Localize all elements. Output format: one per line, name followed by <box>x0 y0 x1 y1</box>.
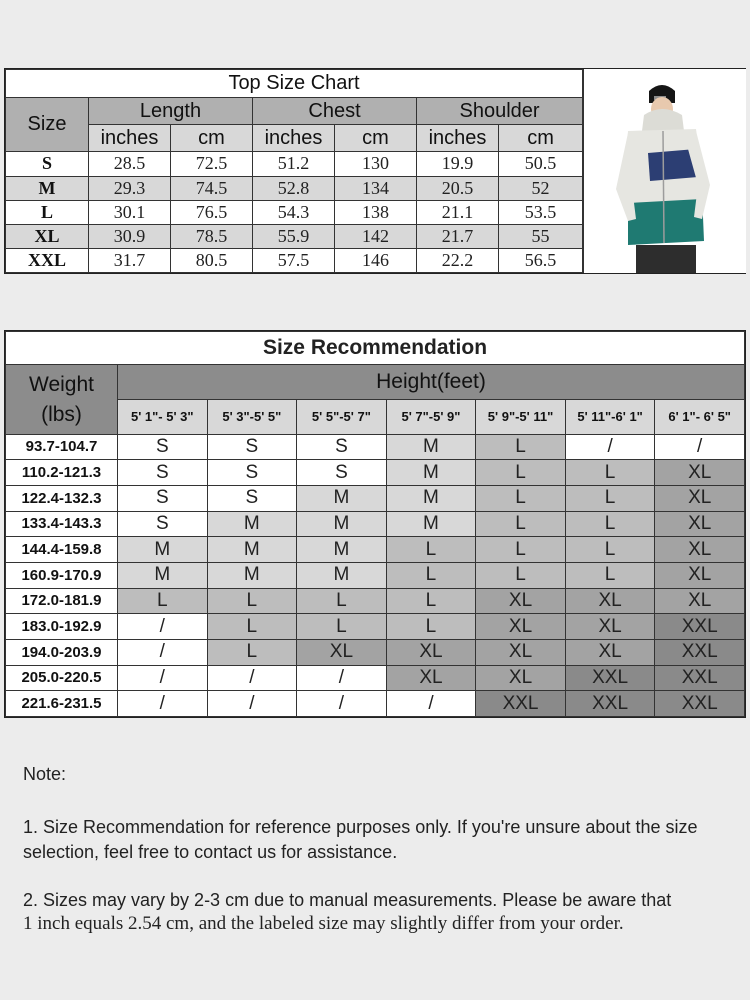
recommended-size-cell: XL <box>655 537 745 563</box>
recommended-size-cell: / <box>297 691 387 717</box>
recommended-size-cell: / <box>118 614 208 640</box>
measurement-cell: 138 <box>335 200 417 224</box>
recommended-size-cell: M <box>297 562 387 588</box>
recommended-size-cell: XL <box>476 614 566 640</box>
measurement-cell: 52 <box>499 176 583 200</box>
measurement-cell: 55 <box>499 224 583 248</box>
recommended-size-cell: L <box>476 537 566 563</box>
recommended-size-cell: M <box>207 562 297 588</box>
recommended-size-cell: L <box>386 614 476 640</box>
recommended-size-cell: L <box>565 460 655 486</box>
weight-row <box>6 460 745 486</box>
recommended-size-cell: L <box>476 460 566 486</box>
weight-range-label: 133.4-143.3 <box>6 511 118 537</box>
size-row <box>6 224 583 248</box>
recommendation-title: Size Recommendation <box>6 332 745 365</box>
height-range-header: 5' 1"- 5' 3" <box>118 400 208 435</box>
weight-row <box>6 665 745 691</box>
weight-range-label: 205.0-220.5 <box>6 665 118 691</box>
unit-header: inches <box>417 125 499 152</box>
shoulder-header: Shoulder <box>417 98 583 125</box>
weight-row <box>6 485 745 511</box>
size-label: XL <box>6 224 89 248</box>
recommended-size-cell: / <box>297 665 387 691</box>
measurement-cell: 52.8 <box>253 176 335 200</box>
recommended-size-cell: XL <box>386 665 476 691</box>
recommended-size-cell: XL <box>386 639 476 665</box>
measurement-cell: 50.5 <box>499 152 583 176</box>
recommended-size-cell: S <box>207 485 297 511</box>
weight-range-label: 221.6-231.5 <box>6 691 118 717</box>
measurement-cell: 19.9 <box>417 152 499 176</box>
unit-header: cm <box>499 125 583 152</box>
recommended-size-cell: L <box>386 537 476 563</box>
unit-header: inches <box>253 125 335 152</box>
size-row <box>6 152 583 176</box>
recommended-size-cell: XL <box>297 639 387 665</box>
height-range-header: 6' 1"- 6' 5" <box>655 400 745 435</box>
recommended-size-cell: L <box>476 434 566 460</box>
top-chart-title: Top Size Chart <box>6 70 583 98</box>
recommended-size-cell: XXL <box>565 665 655 691</box>
recommended-size-cell: / <box>207 691 297 717</box>
recommended-size-cell: XL <box>565 614 655 640</box>
recommended-size-cell: XL <box>565 639 655 665</box>
weight-range-label: 122.4-132.3 <box>6 485 118 511</box>
recommended-size-cell: XL <box>476 665 566 691</box>
measurement-cell: 142 <box>335 224 417 248</box>
notes-section <box>23 764 743 955</box>
weight-header <box>6 365 118 434</box>
recommended-size-cell: / <box>118 665 208 691</box>
measurement-cell: 56.5 <box>499 248 583 272</box>
recommended-size-cell: S <box>118 485 208 511</box>
recommended-size-cell: S <box>207 434 297 460</box>
height-range-header: 5' 7"-5' 9" <box>386 400 476 435</box>
measurement-cell: 53.5 <box>499 200 583 224</box>
weight-row <box>6 691 745 717</box>
recommended-size-cell: L <box>565 537 655 563</box>
weight-range-label: 93.7-104.7 <box>6 434 118 460</box>
recommended-size-cell: XL <box>565 588 655 614</box>
measurement-cell: 54.3 <box>253 200 335 224</box>
unit-header: cm <box>335 125 417 152</box>
model-photo <box>583 69 746 273</box>
weight-row <box>6 434 745 460</box>
measurement-cell: 22.2 <box>417 248 499 272</box>
measurement-cell: 134 <box>335 176 417 200</box>
recommended-size-cell: L <box>386 562 476 588</box>
recommended-size-cell: M <box>207 537 297 563</box>
measurement-cell: 80.5 <box>171 248 253 272</box>
recommended-size-cell: M <box>297 485 387 511</box>
recommended-size-cell: XL <box>655 460 745 486</box>
weight-row <box>6 537 745 563</box>
note-2 <box>23 888 743 935</box>
height-range-header: 5' 11"-6' 1" <box>565 400 655 435</box>
recommended-size-cell: L <box>565 485 655 511</box>
recommended-size-cell: M <box>118 537 208 563</box>
weight-range-label: 194.0-203.9 <box>6 639 118 665</box>
recommended-size-cell: L <box>207 614 297 640</box>
size-row <box>6 248 583 272</box>
recommended-size-cell: L <box>118 588 208 614</box>
measurement-cell: 30.1 <box>89 200 171 224</box>
chest-header: Chest <box>253 98 417 125</box>
recommended-size-cell: L <box>565 511 655 537</box>
recommended-size-cell: L <box>476 511 566 537</box>
height-header: Height(feet) <box>118 365 745 400</box>
size-recommendation-table <box>5 331 745 717</box>
recommended-size-cell: S <box>118 460 208 486</box>
recommended-size-cell: M <box>118 562 208 588</box>
measurement-cell: 55.9 <box>253 224 335 248</box>
recommended-size-cell: L <box>207 639 297 665</box>
measurement-cell: 57.5 <box>253 248 335 272</box>
size-header: Size <box>6 98 89 152</box>
weight-header-unit: (lbs) <box>41 402 82 426</box>
length-header: Length <box>89 98 253 125</box>
size-row <box>6 176 583 200</box>
weight-row <box>6 639 745 665</box>
recommended-size-cell: M <box>297 511 387 537</box>
recommended-size-cell: L <box>476 562 566 588</box>
recommended-size-cell: XXL <box>655 639 745 665</box>
recommended-size-cell: L <box>297 614 387 640</box>
size-label: L <box>6 200 89 224</box>
measurement-cell: 31.7 <box>89 248 171 272</box>
recommended-size-cell: M <box>386 511 476 537</box>
size-recommendation <box>4 330 746 718</box>
measurement-cell: 51.2 <box>253 152 335 176</box>
recommended-size-cell: XXL <box>655 665 745 691</box>
height-range-header: 5' 9"-5' 11" <box>476 400 566 435</box>
recommended-size-cell: L <box>297 588 387 614</box>
measurement-cell: 21.1 <box>417 200 499 224</box>
recommended-size-cell: / <box>386 691 476 717</box>
weight-range-label: 110.2-121.3 <box>6 460 118 486</box>
note-1: 1. Size Recommendation for reference purposes only. If you're unsure about the size selection, feel free to contact us for assistance. <box>23 817 698 862</box>
height-range-header: 5' 3"-5' 5" <box>207 400 297 435</box>
recommended-size-cell: / <box>655 434 745 460</box>
recommended-size-cell: L <box>476 485 566 511</box>
recommended-size-cell: M <box>386 485 476 511</box>
weight-row <box>6 588 745 614</box>
measurement-cell: 28.5 <box>89 152 171 176</box>
weight-range-label: 183.0-192.9 <box>6 614 118 640</box>
measurement-cell: 74.5 <box>171 176 253 200</box>
recommended-size-cell: / <box>207 665 297 691</box>
weight-header-label: Weight <box>29 372 94 396</box>
recommended-size-cell: M <box>386 460 476 486</box>
jacket-model-image <box>584 69 746 273</box>
measurement-cell: 29.3 <box>89 176 171 200</box>
recommended-size-cell: L <box>207 588 297 614</box>
measurement-cell: 76.5 <box>171 200 253 224</box>
recommended-size-cell: XXL <box>655 691 745 717</box>
measurement-cell: 30.9 <box>89 224 171 248</box>
recommended-size-cell: XL <box>655 485 745 511</box>
recommended-size-cell: XL <box>476 639 566 665</box>
height-range-header: 5' 5"-5' 7" <box>297 400 387 435</box>
recommended-size-cell: M <box>297 537 387 563</box>
recommended-size-cell: XL <box>655 588 745 614</box>
note-2-line-2: 1 inch equals 2.54 cm, and the labeled size may slightly differ from your order. <box>23 913 624 934</box>
recommended-size-cell: XXL <box>565 691 655 717</box>
recommended-size-cell: XL <box>655 562 745 588</box>
unit-header: inches <box>89 125 171 152</box>
recommended-size-cell: L <box>565 562 655 588</box>
size-label: XXL <box>6 248 89 272</box>
recommended-size-cell: M <box>207 511 297 537</box>
top-size-table <box>5 69 583 273</box>
weight-range-label: 160.9-170.9 <box>6 562 118 588</box>
weight-range-label: 144.4-159.8 <box>6 537 118 563</box>
recommended-size-cell: S <box>118 511 208 537</box>
recommended-size-cell: XXL <box>655 614 745 640</box>
unit-header: cm <box>171 125 253 152</box>
recommended-size-cell: XXL <box>476 691 566 717</box>
recommended-size-cell: S <box>297 434 387 460</box>
size-label: M <box>6 176 89 200</box>
recommended-size-cell: XL <box>476 588 566 614</box>
size-row <box>6 200 583 224</box>
measurement-cell: 72.5 <box>171 152 253 176</box>
weight-range-label: 172.0-181.9 <box>6 588 118 614</box>
recommended-size-cell: / <box>118 639 208 665</box>
recommended-size-cell: M <box>386 434 476 460</box>
measurement-cell: 130 <box>335 152 417 176</box>
measurement-cell: 21.7 <box>417 224 499 248</box>
recommended-size-cell: S <box>297 460 387 486</box>
measurement-cell: 78.5 <box>171 224 253 248</box>
recommended-size-cell: XL <box>655 511 745 537</box>
recommended-size-cell: S <box>207 460 297 486</box>
recommended-size-cell: L <box>386 588 476 614</box>
measurement-cell: 146 <box>335 248 417 272</box>
recommended-size-cell: / <box>118 691 208 717</box>
recommended-size-cell: S <box>118 434 208 460</box>
recommended-size-cell: / <box>565 434 655 460</box>
size-label: S <box>6 152 89 176</box>
note-2-line-1: 2. Sizes may vary by 2-3 cm due to manual measurements. Please be aware that <box>23 890 672 910</box>
weight-row <box>6 614 745 640</box>
measurement-cell: 20.5 <box>417 176 499 200</box>
weight-row <box>6 511 745 537</box>
top-size-chart <box>4 68 746 274</box>
weight-row <box>6 562 745 588</box>
notes-heading: Note: <box>23 764 67 784</box>
